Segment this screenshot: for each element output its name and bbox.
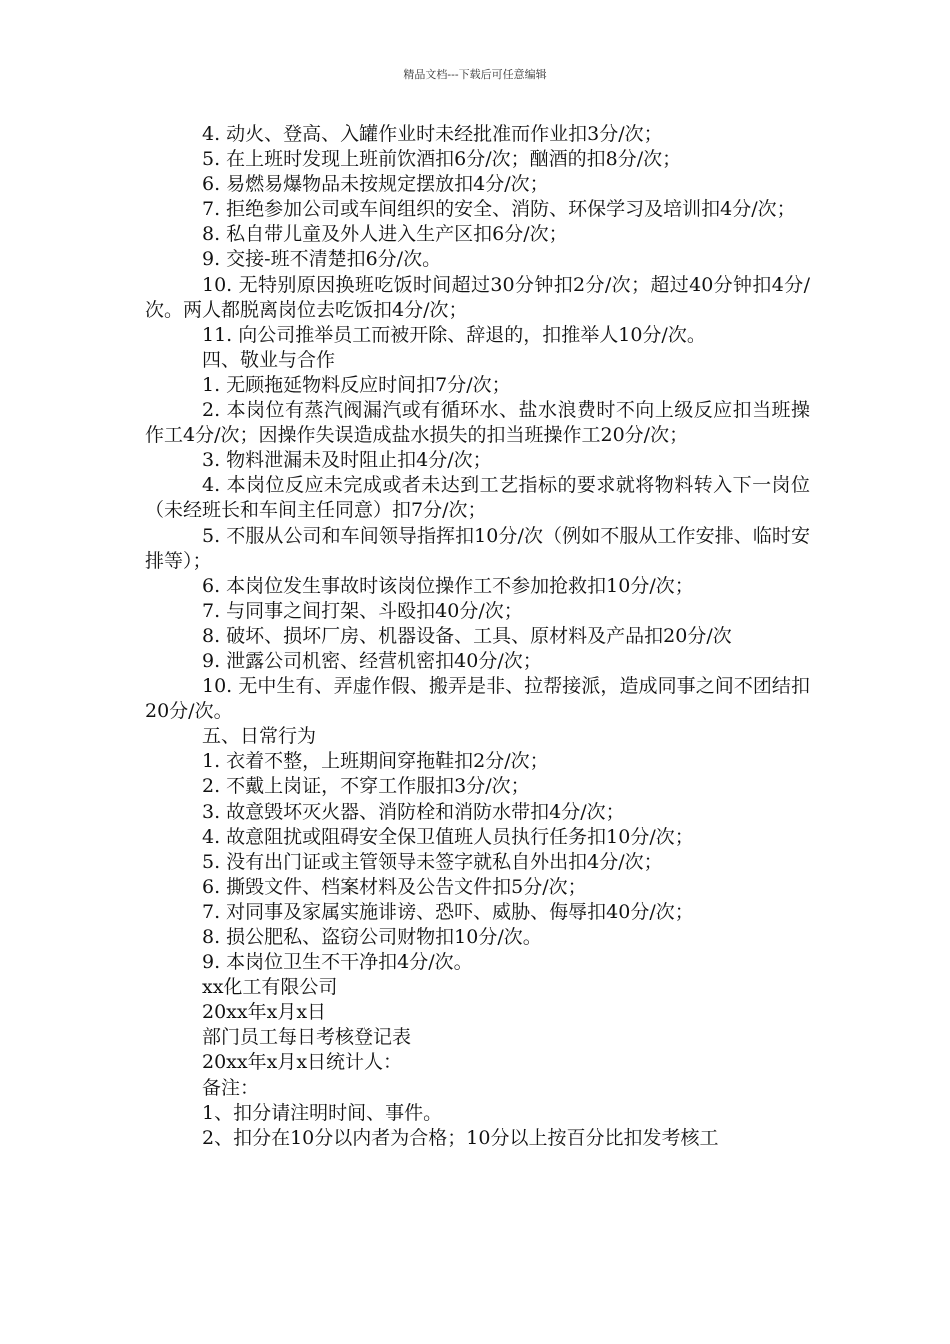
paragraph: 5. 在上班时发现上班前饮酒扣6分/次；酗酒的扣8分/次； bbox=[202, 148, 682, 171]
paragraph: 10. 无特别原因换班吃饭时间超过30分钟扣2分/次；超过40分钟扣4分/次。两人都脱离岗位去吃饭扣4分/次； bbox=[145, 273, 810, 321]
paragraph: 2、扣分在10分以内者为合格；10分以上按百分比扣发考核工 bbox=[202, 1126, 719, 1149]
paragraph: 20xx年x月x日统计人： bbox=[202, 1051, 403, 1074]
paragraph: 6. 易燃易爆物品未按规定摆放扣4分/次； bbox=[202, 173, 549, 196]
paragraph: 四、敬业与合作 bbox=[202, 348, 336, 371]
paragraph: xx化工有限公司 bbox=[202, 976, 338, 999]
document-body bbox=[145, 122, 810, 1151]
paragraph: 20xx年x月x日 bbox=[202, 1001, 327, 1024]
paragraph: 9. 泄露公司机密、经营机密扣40分/次； bbox=[202, 649, 542, 672]
paragraph: 1. 无顾拖延物料反应时间扣7分/次； bbox=[202, 373, 511, 396]
paragraph: 9. 交接-班不清楚扣6分/次。 bbox=[202, 248, 442, 271]
paragraph: 4. 故意阻扰或阻碍安全保卫值班人员执行任务扣10分/次； bbox=[202, 825, 694, 848]
paragraph: 5. 不服从公司和车间领导指挥扣10分/次（例如不服从工作安排、临时安排等）； bbox=[145, 524, 810, 572]
paragraph: 7. 对同事及家属实施诽谤、恐吓、威胁、侮辱扣40分/次； bbox=[202, 900, 694, 923]
paragraph: 2. 不戴上岗证，不穿工作服扣3分/次； bbox=[202, 775, 530, 798]
paragraph: 7. 拒绝参加公司或车间组织的安全、消防、环保学习及培训扣4分/次； bbox=[202, 198, 796, 221]
paragraph: 8. 损公肥私、盗窃公司财物扣10分/次。 bbox=[202, 926, 542, 948]
paragraph: 3. 物料泄漏未及时阻止扣4分/次； bbox=[202, 449, 492, 472]
paragraph: 1. 衣着不整，上班期间穿拖鞋扣2分/次； bbox=[202, 750, 549, 773]
paragraph: 4. 本岗位反应未完成或者未达到工艺指标的要求就将物料转入下一岗位（未经班长和车间主任同意）扣7分/次； bbox=[145, 474, 810, 522]
paragraph: 7. 与同事之间打架、斗殴扣40分/次； bbox=[202, 599, 523, 622]
paragraph: 8. 破坏、损坏厂房、机器设备、工具、原材料及产品扣20分/次 bbox=[202, 624, 732, 647]
paragraph: 部门员工每日考核登记表 bbox=[202, 1026, 412, 1049]
paragraph: 2. 本岗位有蒸汽阀漏汽或有循环水、盐水浪费时不向上级反应扣当班操作工4分/次；因操作失误造成盐水损失的扣当班操作工20分/次； bbox=[145, 399, 810, 447]
paragraph: 4. 动火、登高、入罐作业时未经批准而作业扣3分/次； bbox=[202, 123, 663, 145]
paragraph: 11. 向公司推举员工而被开除、辞退的，扣推举人10分/次。 bbox=[202, 323, 706, 346]
paragraph: 6. 本岗位发生事故时该岗位操作工不参加抢救扣10分/次； bbox=[202, 574, 694, 597]
paragraph: 8. 私自带儿童及外人进入生产区扣6分/次； bbox=[202, 223, 568, 246]
document-header: 精品文档---下载后可任意编辑 bbox=[403, 68, 547, 81]
paragraph: 1、扣分请注明时间、事件。 bbox=[202, 1101, 443, 1124]
paragraph: 3. 故意毁坏灭火器、消防栓和消防水带扣4分/次； bbox=[202, 800, 625, 823]
paragraph: 9. 本岗位卫生不干净扣4分/次。 bbox=[202, 951, 473, 974]
paragraph: 6. 撕毁文件、档案材料及公告文件扣5分/次； bbox=[202, 875, 587, 898]
paragraph: 5. 没有出门证或主管领导未签字就私自外出扣4分/次； bbox=[202, 850, 663, 873]
paragraph: 10. 无中生有、弄虚作假、搬弄是非、拉帮接派，造成同事之间不团结扣20分/次。 bbox=[145, 675, 810, 723]
paragraph: 备注： bbox=[202, 1076, 260, 1099]
paragraph: 五、日常行为 bbox=[202, 725, 317, 748]
